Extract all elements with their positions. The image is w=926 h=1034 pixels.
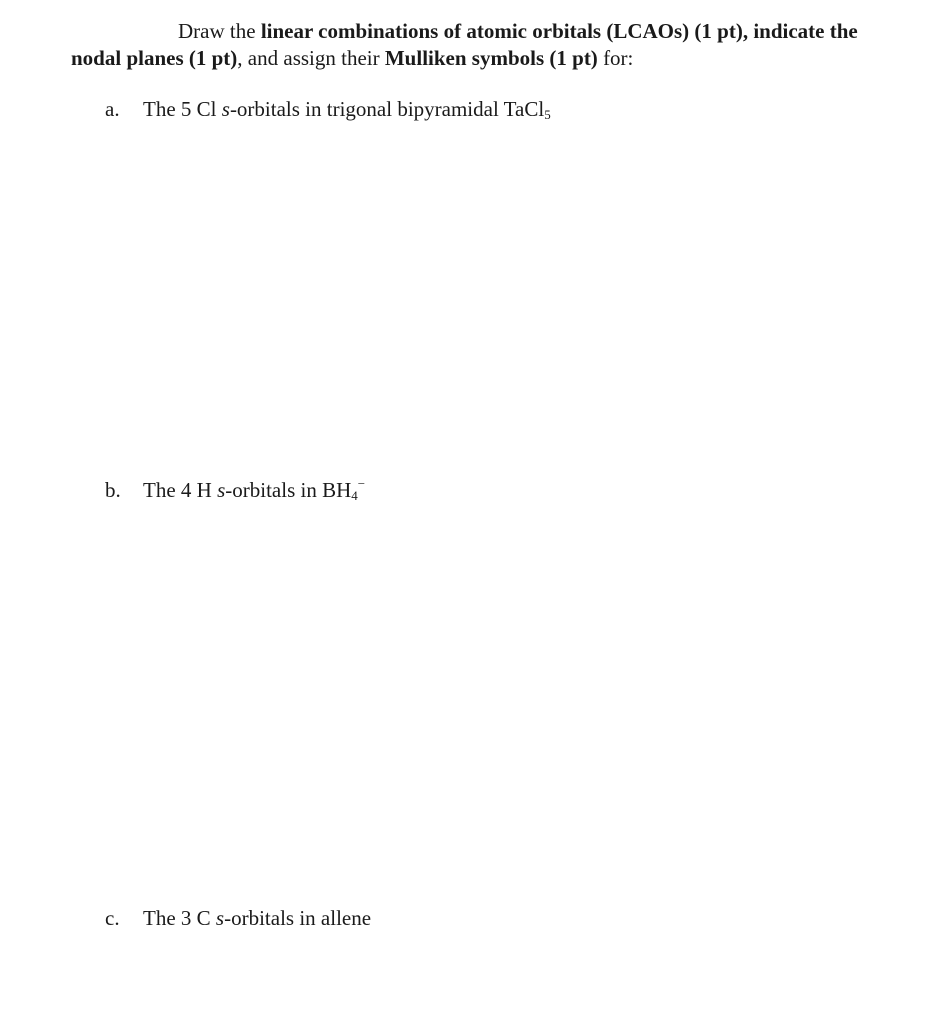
item-text [143,905,371,932]
instructions-assign: , and assign their [237,46,385,70]
item-text-mid: -orbitals in trigonal bipyramidal TaCl [229,97,545,121]
instructions-bold-lcao-nodal: linear combinations of atomic orbitals (LCAOs) (1 pt), indicate the nodal planes (1 pt) [71,19,858,70]
formula-subscript: 4 [351,488,358,503]
instructions-for: for: [597,46,634,70]
item-label: b. [105,478,121,502]
orbital-letter: s [217,478,226,502]
item-text [143,477,365,504]
item-text-pre: The 4 H [143,478,218,502]
item-text-pre: The 3 C [143,906,216,930]
item-label: a. [105,97,120,121]
orbital-letter: s [221,97,230,121]
item-text-pre: The 5 Cl [143,97,222,121]
item-text [143,96,551,123]
orbital-letter: s [215,906,225,930]
instructions-bold-mulliken: Mulliken symbols (1 pt) [384,46,598,70]
formula-subscript: 5 [544,107,551,122]
item-label: c. [105,906,120,930]
item-text-mid: -orbitals in BH [225,478,352,502]
question-instructions [71,18,901,72]
formula-charge: − [357,476,366,491]
item-text-mid: -orbitals in allene [224,906,372,930]
instructions-intro: Draw the [178,19,261,43]
